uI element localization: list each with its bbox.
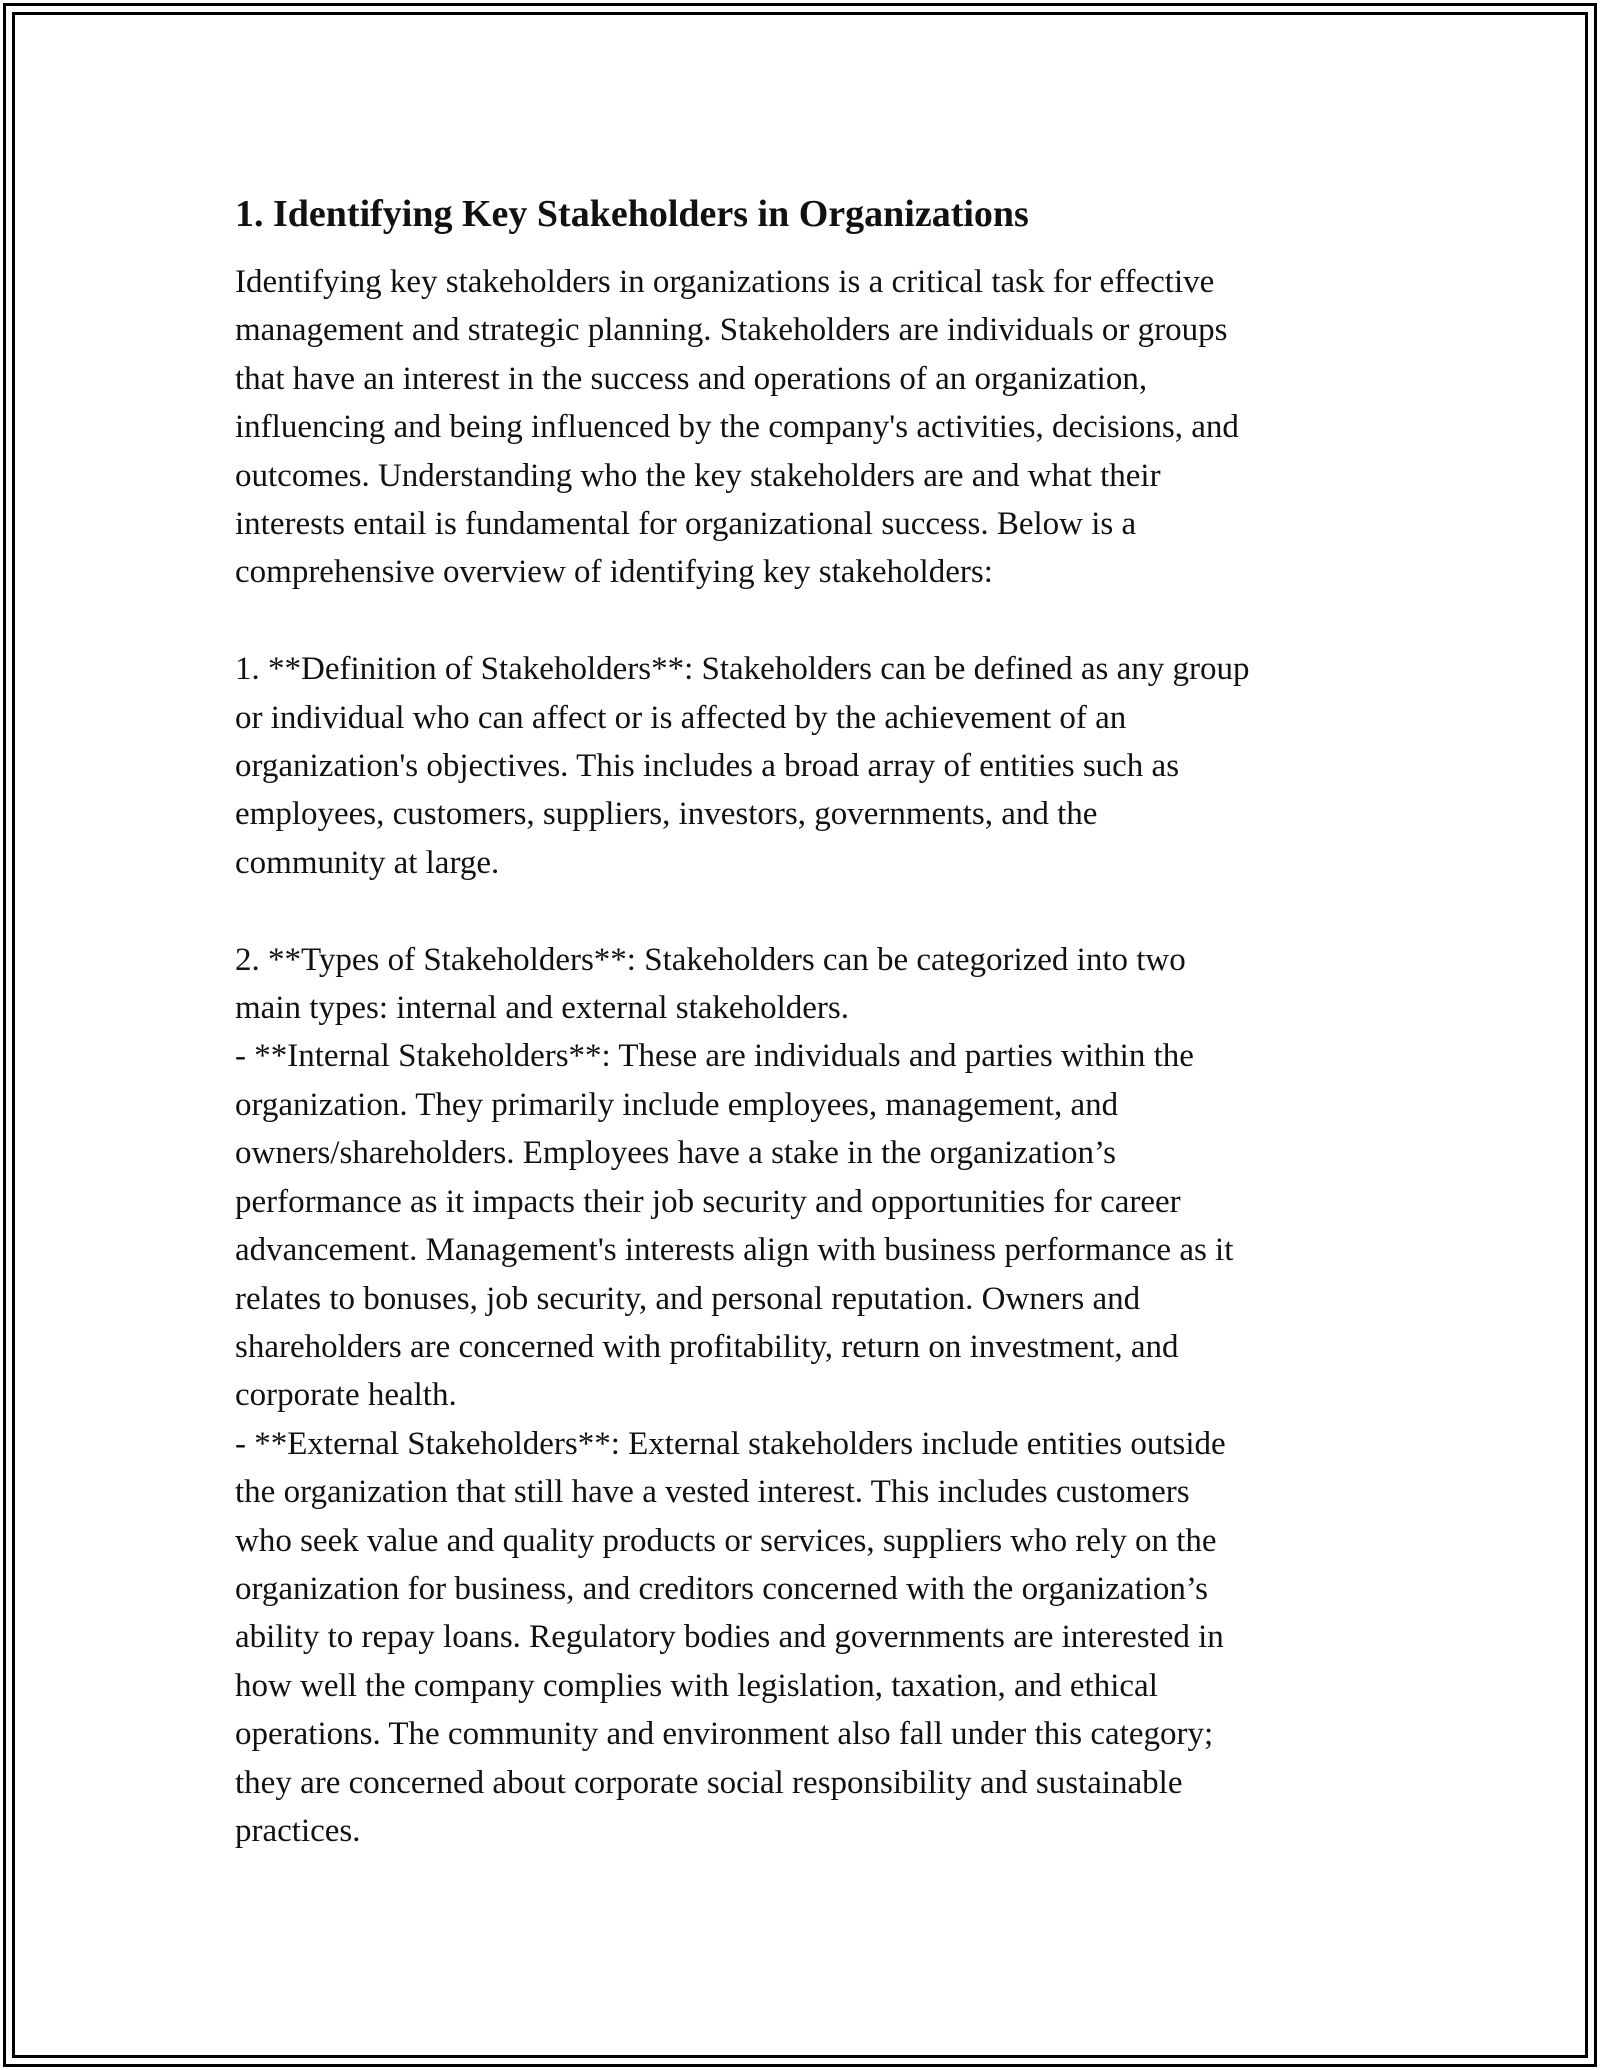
intro-paragraph: Identifying key stakeholders in organizations is a critical task for effective management and strategic planning. Stakeholders are individuals or groups that have an interest in the success and operations of an organization, influencing and being influenced by the company's activities, decisions, and outcomes. Understanding who the key stakeholders are and what their interests entail is fundamental for organizational success. Below is a comprehensive overview of identifying key stakeholders:	[235, 264, 1239, 591]
section-heading: 1. Identifying Key Stakeholders in Organizations	[235, 193, 1029, 235]
definition-paragraph: 1. **Definition of Stakeholders**: Stakeholders can be defined as any group or individual who can affect or is affected by the achievement of an organization's objectives. This includes a broad array of entities such as employees, customers, suppliers, investors, governments, and the community at large.	[235, 651, 1250, 881]
paragraph-gap	[235, 887, 1385, 935]
paragraph-gap	[235, 597, 1385, 645]
document-body	[235, 186, 1385, 1855]
types-paragraph: 2. **Types of Stakeholders**: Stakeholders can be categorized into two main types: internal and external stakeholders. - **Internal Stakeholders**: These are individuals and parties within the organization. They primarily include employees, management, and owners/shareholders. Employees have a stake in the organization’s performance as it impacts their job security and opportunities for career advancement. Management's interests align with business performance as it relates to bonuses, job security, and personal reputation. Owners and shareholders are concerned with profitability, return on investment, and corporate health. - **External Stakeholders**: External stakeholders include entities outside the organization that still have a vested interest. This includes customers who seek value and quality products or services, suppliers who rely on the organization for business, and creditors concerned with the organization’s ability to repay loans. Regulatory bodies and governments are interested in how well the company complies with legislation, taxation, and ethical operations. The community and environment also fall under this category; they are concerned about corporate social responsibility and sustainable practices.	[235, 941, 1234, 1849]
